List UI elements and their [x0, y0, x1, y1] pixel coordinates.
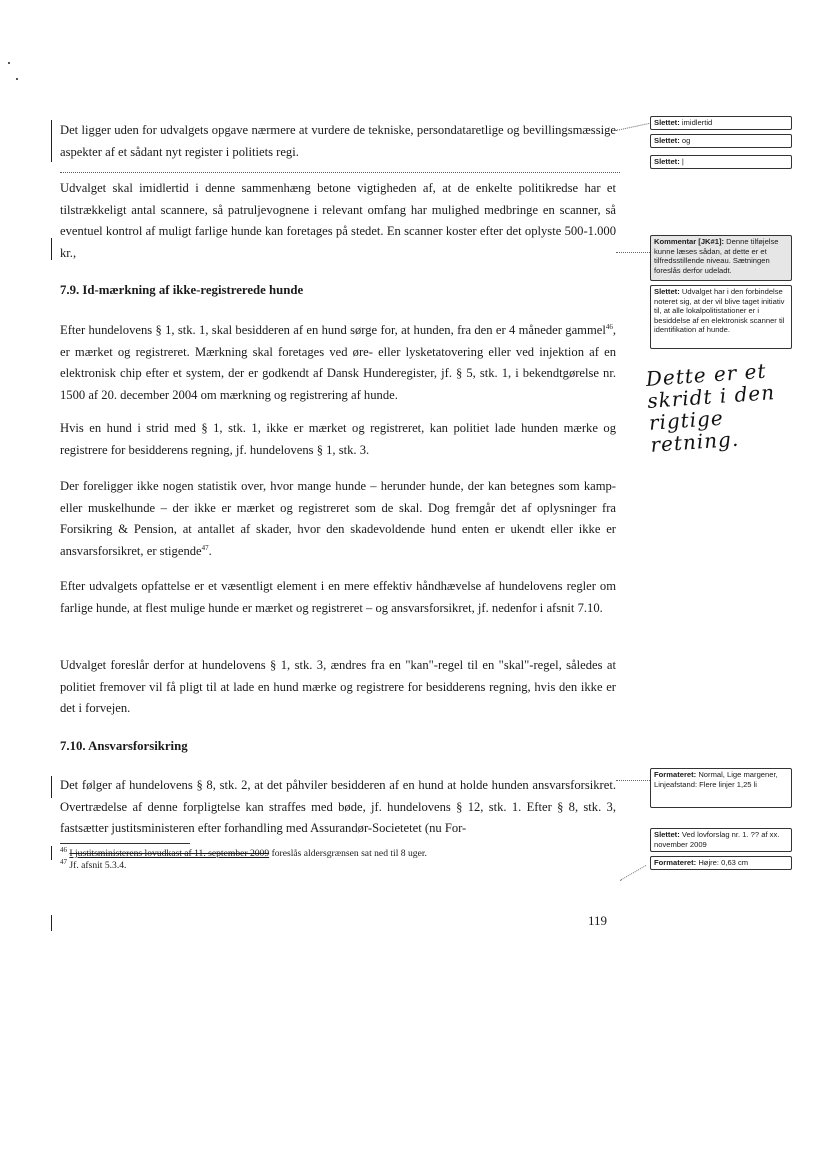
section-heading-7-9: 7.9. Id-mærkning af ikke-registrerede hunde [60, 283, 304, 297]
footnote-separator [60, 843, 190, 844]
margin-comment[interactable] [650, 768, 792, 808]
paragraph-6: Efter udvalgets opfattelse er et væsentligt element i en mere effektiv håndhævelse af hundelovens regler om farlige hunde, at flest mulige hunde er mærket og registreret – og ansvarsforsikret, jf. nedenfor i afsnit 7.10. [60, 579, 616, 615]
comment-label: Slettet: [654, 118, 680, 127]
footnote-46 [60, 845, 600, 860]
comment-leader [616, 123, 649, 131]
margin-comment[interactable] [650, 116, 792, 130]
margin-comment[interactable] [650, 828, 792, 852]
handwritten-note: Dette er et skridt i den rigtige retning. [645, 358, 776, 457]
paragraph-2: Udvalget skal imidlertid i denne sammenhæng betone vigtigheden af, at de enkelte politikredse har et tilstrækkeligt antal scannere, så patruljevognene i relevant omfang har mulighed medbringe en scanner, så eventuel kontrol af muligt farlige hunde kan foretages på stedet. En scanner koster efter det oplyste 500-1.000 kr., [60, 181, 616, 260]
paragraph-5-text-cont: . [208, 543, 212, 558]
footnote-number: 47 [60, 857, 67, 866]
comment-text: | [681, 157, 684, 166]
paragraph-8: Det følger af hundelovens § 8, stk. 2, at det påhviler besidderen af en hund at holde hunden ansvarsforsikret. Overtrædelse af denne forpligtelse kan straffes med bøde, jf. hundelovens § 12, stk. 1. Efter § 8, stk. 3, fastsætter justitsministeren efter forhandling med Assurandør-Societetet (nu For- [60, 778, 616, 835]
comment-label: Slettet: [654, 830, 680, 839]
paragraph-3 [60, 320, 616, 406]
comment-text: Normal, Lige margener, Linjeafstand: Flere linjer 1,25 li [654, 770, 778, 789]
comment-label: Formateret: [654, 770, 697, 779]
comment-text: Højre: 0,63 cm [698, 858, 749, 867]
paragraph-5-text: Der foreligger ikke nogen statistik over, hvor mange hunde – herunder hunde, der kan betegnes som kamp- eller muskelhunde – der ikke er mærket og registreret som de skal. Dog fremgår det af oplysninger fra Forsikring & Pension, at antallet af skader, hvor den skadevoldende hund enten er ukendt eller ikke er ansvarsforsikret, er stigende [60, 479, 616, 558]
footnote-46-text: foreslås aldersgrænsen sat ned til 8 uger. [271, 848, 427, 859]
paragraph-3-text-cont: , er mærket og registreret. Mærkning skal foretages ved øre- eller lysketatovering eller ved injektion af en elektronisk chip efter et system, der er godkendt af Dansk Hunderegister, jf. § 5, stk. 1, i bekendtgørelse nr. 1500 af 20. december 2004 om mærkning og registrering af hunde. [60, 323, 616, 402]
paragraph-3-text: Efter hundelovens § 1, stk. 1, skal besidderen af en hund sørge for, at hunden, fra den er 4 måneder gammel [60, 323, 606, 337]
footnotes [60, 845, 600, 872]
comment-leader [616, 780, 650, 781]
margin-comment[interactable] [650, 134, 792, 148]
tracked-dots [60, 172, 620, 173]
section-heading-7-10: 7.10. Ansvarsforsikring [60, 739, 188, 753]
footnote-47 [60, 857, 600, 872]
comment-text: Ved lovforslag nr. 1. ?? af xx. november 2009 [654, 830, 780, 849]
comment-label: Kommentar [JK#1]: [654, 237, 725, 246]
margin-comment[interactable] [650, 155, 792, 169]
change-bar [51, 915, 52, 931]
comment-text: Denne tilføjelse kunne læses sådan, at dette er et tilfredsstillende niveau. Sætningen foreslås derfor udeladt. [654, 237, 779, 275]
change-bar [51, 120, 52, 162]
comment-text: imidlertid [681, 118, 713, 127]
comment-leader [620, 865, 646, 881]
footnote-ref-47: 47 [201, 543, 209, 552]
change-bar [51, 846, 52, 860]
page-number: 119 [588, 913, 608, 928]
margin-comment[interactable] [650, 285, 792, 349]
comment-text: Udvalget har i den forbindelse noteret sig, at der vil blive taget initiativ til, at alle lokalpolitistationer er i besiddelse af en elektronisk scanner til identifikation af hunde. [654, 287, 785, 334]
comment-leader [616, 252, 650, 253]
paragraph-7: Udvalget foreslår derfor at hundelovens § 1, stk. 3, ændres fra en "kan"-regel til en "skal"-regel, således at politiet fremover vil få pligt til at lade en hund mærke og registrere for besidderens regning, hvis den ikke er det i forvejen. [60, 658, 616, 715]
change-bar [51, 776, 52, 798]
comment-text: og [681, 136, 691, 145]
footnote-number: 46 [60, 845, 67, 854]
comment-label: Slettet: [654, 157, 680, 166]
margin-comment[interactable] [650, 856, 792, 870]
paragraph-5 [60, 476, 616, 562]
scan-speck [8, 62, 10, 64]
paragraph-4: Hvis en hund i strid med § 1, stk. 1, ikke er mærket og registreret, kan politiet lade hunden mærke og registrere for besidderens regning, jf. hundelovens § 1, stk. 3. [60, 421, 616, 457]
scan-speck [16, 78, 18, 80]
paragraph-1: Det ligger uden for udvalgets opgave nærmere at vurdere de tekniske, persondataretlige og bevillingsmæssige aspekter af et sådant nyt register i politiets regi. [60, 123, 616, 159]
footnote-46-struck: I justitsministerens lovudkast af 11. september 2009 [69, 848, 270, 859]
comment-label: Slettet: [654, 287, 680, 296]
comment-label: Formateret: [654, 858, 697, 867]
footnote-47-text: Jf. afsnit 5.3.4. [69, 860, 127, 871]
margin-comment[interactable] [650, 235, 792, 281]
footnote-ref-46: 46 [605, 322, 613, 331]
comment-label: Slettet: [654, 136, 680, 145]
change-bar [51, 238, 52, 260]
